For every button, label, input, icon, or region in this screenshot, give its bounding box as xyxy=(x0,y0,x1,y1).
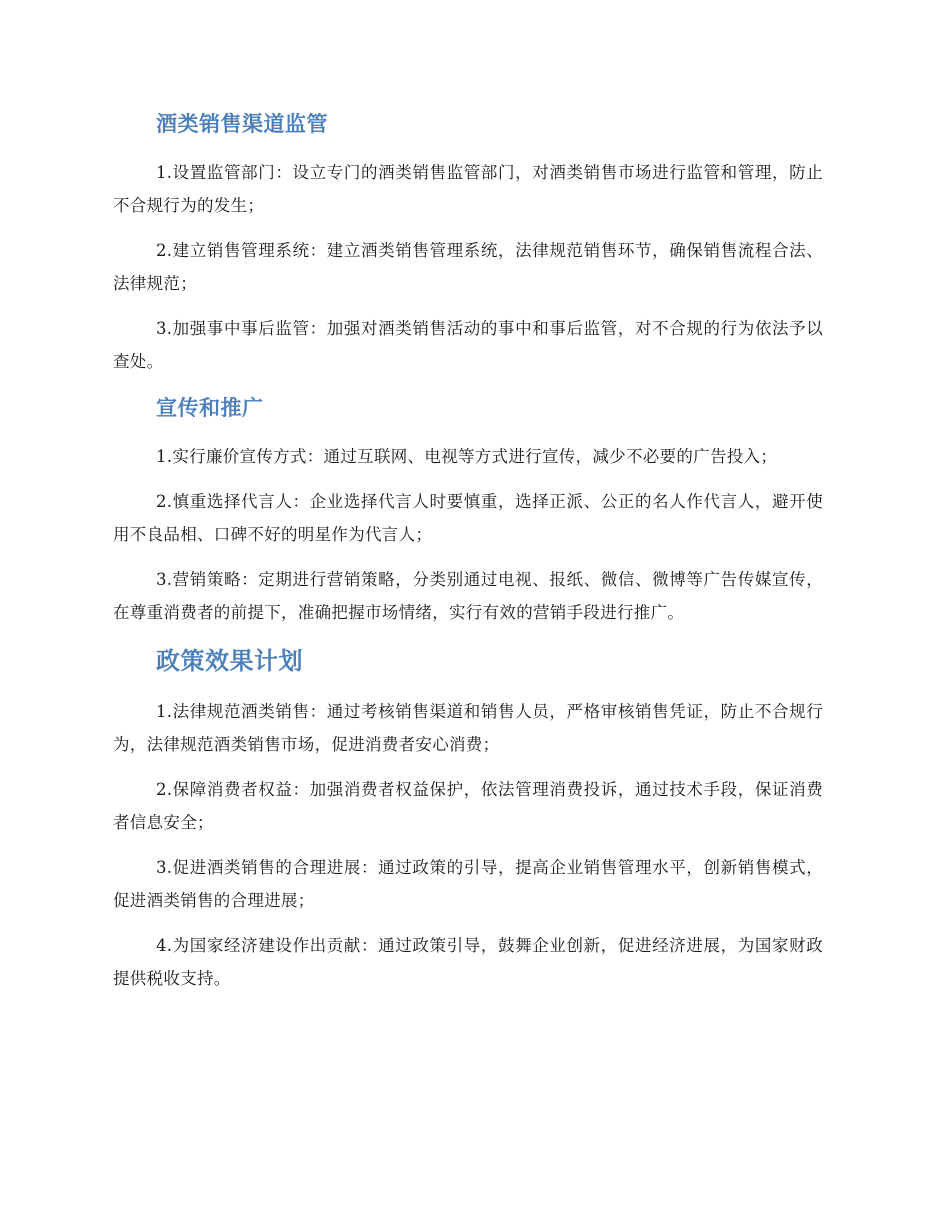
paragraph: 2.慎重选择代言人：企业选择代言人时要慎重，选择正派、公正的名人作代言人，避开使用不良品相、口碑不好的明星作为代言人； xyxy=(113,492,823,544)
paragraph: 1.设置监管部门：设立专门的酒类销售监管部门，对酒类销售市场进行监管和管理，防止不合规行为的发生； xyxy=(113,163,823,215)
paragraph: 3.营销策略：定期进行营销策略，分类别通过电视、报纸、微信、微博等广告传媒宣传，在尊重消费者的前提下，准确把握市场情绪，实行有效的营销手段进行推广。 xyxy=(113,570,823,622)
paragraph: 1.法律规范酒类销售：通过考核销售渠道和销售人员，严格审核销售凭证，防止不合规行为，法律规范酒类销售市场，促进消费者安心消费； xyxy=(113,702,823,754)
section-heading-promotion: 宣传和推广 xyxy=(156,396,264,420)
paragraph: 2.建立销售管理系统：建立酒类销售管理系统，法律规范销售环节，确保销售流程合法、法律规范； xyxy=(113,241,823,293)
paragraph: 3.促进酒类销售的合理进展：通过政策的引导，提高企业销售管理水平，创新销售模式，促进酒类销售的合理进展； xyxy=(113,858,823,910)
document-page xyxy=(113,108,823,995)
paragraph: 4.为国家经济建设作出贡献：通过政策引导，鼓舞企业创新，促进经济进展，为国家财政提供税收支持。 xyxy=(113,936,823,988)
paragraph: 3.加强事中事后监管：加强对酒类销售活动的事中和事后监管，对不合规的行为依法予以查处。 xyxy=(113,319,823,371)
section-heading-channel-supervision: 酒类销售渠道监管 xyxy=(156,112,328,136)
paragraph: 2.保障消费者权益：加强消费者权益保护，依法管理消费投诉，通过技术手段，保证消费者信息安全； xyxy=(113,780,823,832)
paragraph: 1.实行廉价宣传方式：通过互联网、电视等方式进行宣传，减少不必要的广告投入； xyxy=(156,447,778,466)
section-heading-policy-effects: 政策效果计划 xyxy=(156,647,303,675)
